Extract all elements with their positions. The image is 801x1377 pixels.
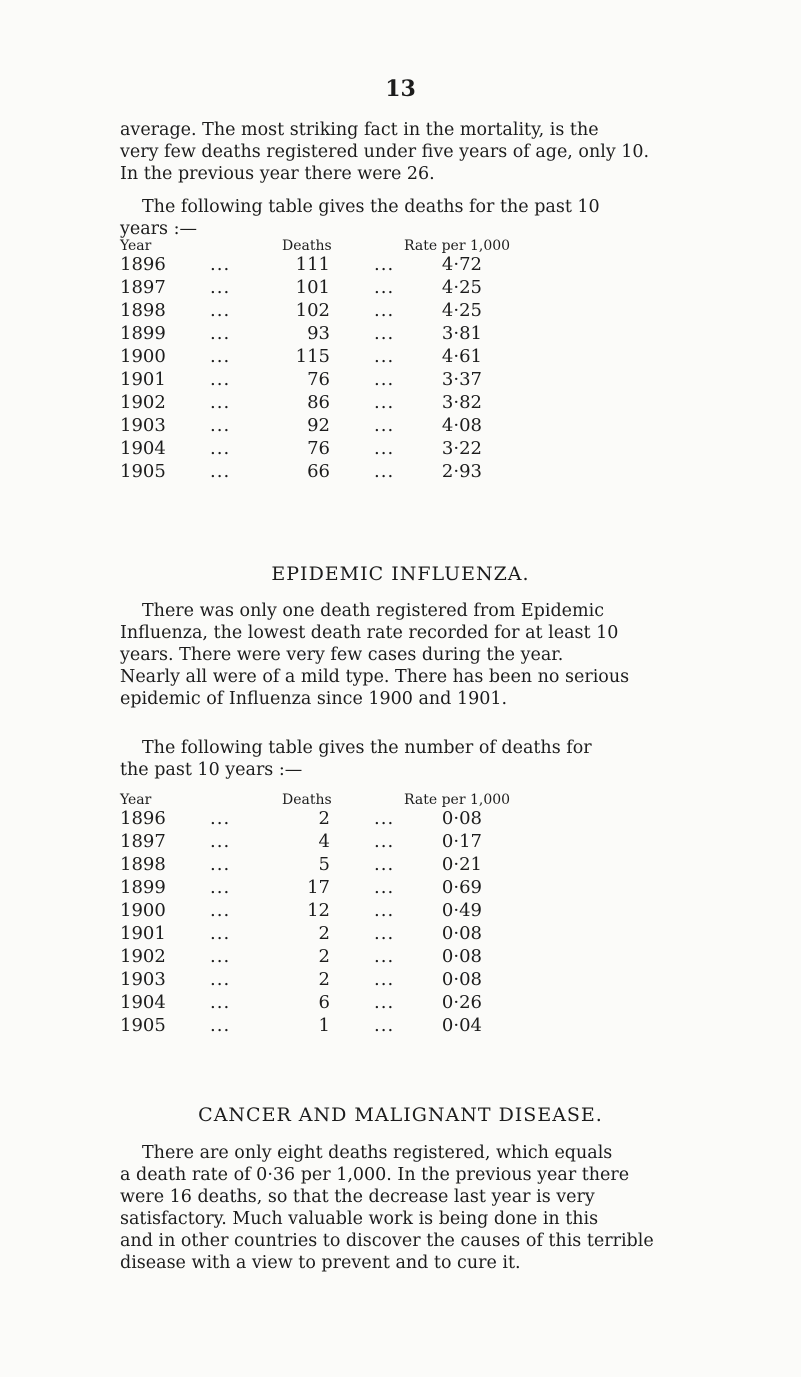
- table-row: 1900 ... 12 ... 0·49: [120, 900, 482, 921]
- text-line: Influenza, the lowest death rate recorded for at least 10: [120, 623, 619, 643]
- table-row: 1896 ... 111 ... 4·72: [120, 254, 482, 275]
- influenza-deaths-table: [120, 792, 720, 1038]
- table-row: 1897 ... 4 ... 0·17: [120, 831, 482, 852]
- text-line: satisfactory. Much valuable work is being done in this: [120, 1209, 599, 1229]
- intro-paragraph: [120, 119, 690, 185]
- text-line: The following table gives the number of deaths for: [142, 738, 592, 758]
- cancer-paragraph: [120, 1142, 690, 1274]
- text-line: Nearly all were of a mild type. There has been no serious: [120, 667, 630, 687]
- table-row: 1904 ... 76 ... 3·22: [120, 438, 482, 459]
- text-line: the past 10 years :—: [120, 760, 303, 780]
- table-row: 1899 ... 17 ... 0·69: [120, 877, 482, 898]
- header-deaths: Deaths: [282, 792, 332, 808]
- text-line: epidemic of Influenza since 1900 and 1901.: [120, 689, 508, 709]
- text-line: were 16 deaths, so that the decrease last year is very: [120, 1187, 595, 1207]
- table-row: 1896 ... 2 ... 0·08: [120, 808, 482, 829]
- text-line: In the previous year there were 26.: [120, 164, 435, 184]
- table-header: [120, 238, 720, 254]
- table-row: 1902 ... 86 ... 3·82: [120, 392, 482, 413]
- table-row: 1901 ... 2 ... 0·08: [120, 923, 482, 944]
- text-line: The following table gives the deaths for the past 10: [142, 197, 600, 217]
- table-row: 1901 ... 76 ... 3·37: [120, 369, 482, 390]
- text-line: There are only eight deaths registered, which equals: [142, 1143, 613, 1163]
- text-line: and in other countries to discover the causes of this terrible: [120, 1231, 654, 1251]
- text-line: There was only one death registered from Epidemic: [142, 601, 605, 621]
- header-rate: Rate per 1,000: [404, 792, 511, 808]
- text-line: average. The most striking fact in the mortality, is the: [120, 120, 599, 140]
- table-row: 1904 ... 6 ... 0·26: [120, 992, 482, 1013]
- table-row: 1898 ... 5 ... 0·21: [120, 854, 482, 875]
- table-row: 1897 ... 101 ... 4·25: [120, 277, 482, 298]
- table-row: 1903 ... 92 ... 4·08: [120, 415, 482, 436]
- cancer-heading: CANCER AND MALIGNANT DISEASE.: [198, 1104, 603, 1126]
- header-deaths: Deaths: [282, 238, 332, 254]
- header-year: Year: [120, 238, 152, 254]
- text-line: very few deaths registered under five years of age, only 10.: [120, 142, 650, 162]
- table-row: 1903 ... 2 ... 0·08: [120, 969, 482, 990]
- table-row: 1900 ... 115 ... 4·61: [120, 346, 482, 367]
- header-rate: Rate per 1,000: [404, 238, 511, 254]
- text-line: years. There were very few cases during the year.: [120, 645, 564, 665]
- table-row: 1898 ... 102 ... 4·25: [120, 300, 482, 321]
- header-year: Year: [120, 792, 152, 808]
- influenza-heading: EPIDEMIC INFLUENZA.: [271, 563, 530, 585]
- table1-caption: [120, 196, 690, 240]
- text-line: disease with a view to prevent and to cure it.: [120, 1253, 521, 1273]
- table2-caption: [120, 737, 690, 781]
- table-header: [120, 792, 720, 808]
- text-line: a death rate of 0·36 per 1,000. In the previous year there: [120, 1165, 630, 1185]
- table-row: 1905 ... 66 ... 2·93: [120, 461, 482, 482]
- table-row: 1905 ... 1 ... 0·04: [120, 1015, 482, 1036]
- deaths-table: [120, 238, 720, 484]
- page-number: 13: [385, 76, 416, 102]
- influenza-paragraph: [120, 600, 690, 710]
- table-row: 1902 ... 2 ... 0·08: [120, 946, 482, 967]
- text-line: years :—: [120, 219, 197, 239]
- table-row: 1899 ... 93 ... 3·81: [120, 323, 482, 344]
